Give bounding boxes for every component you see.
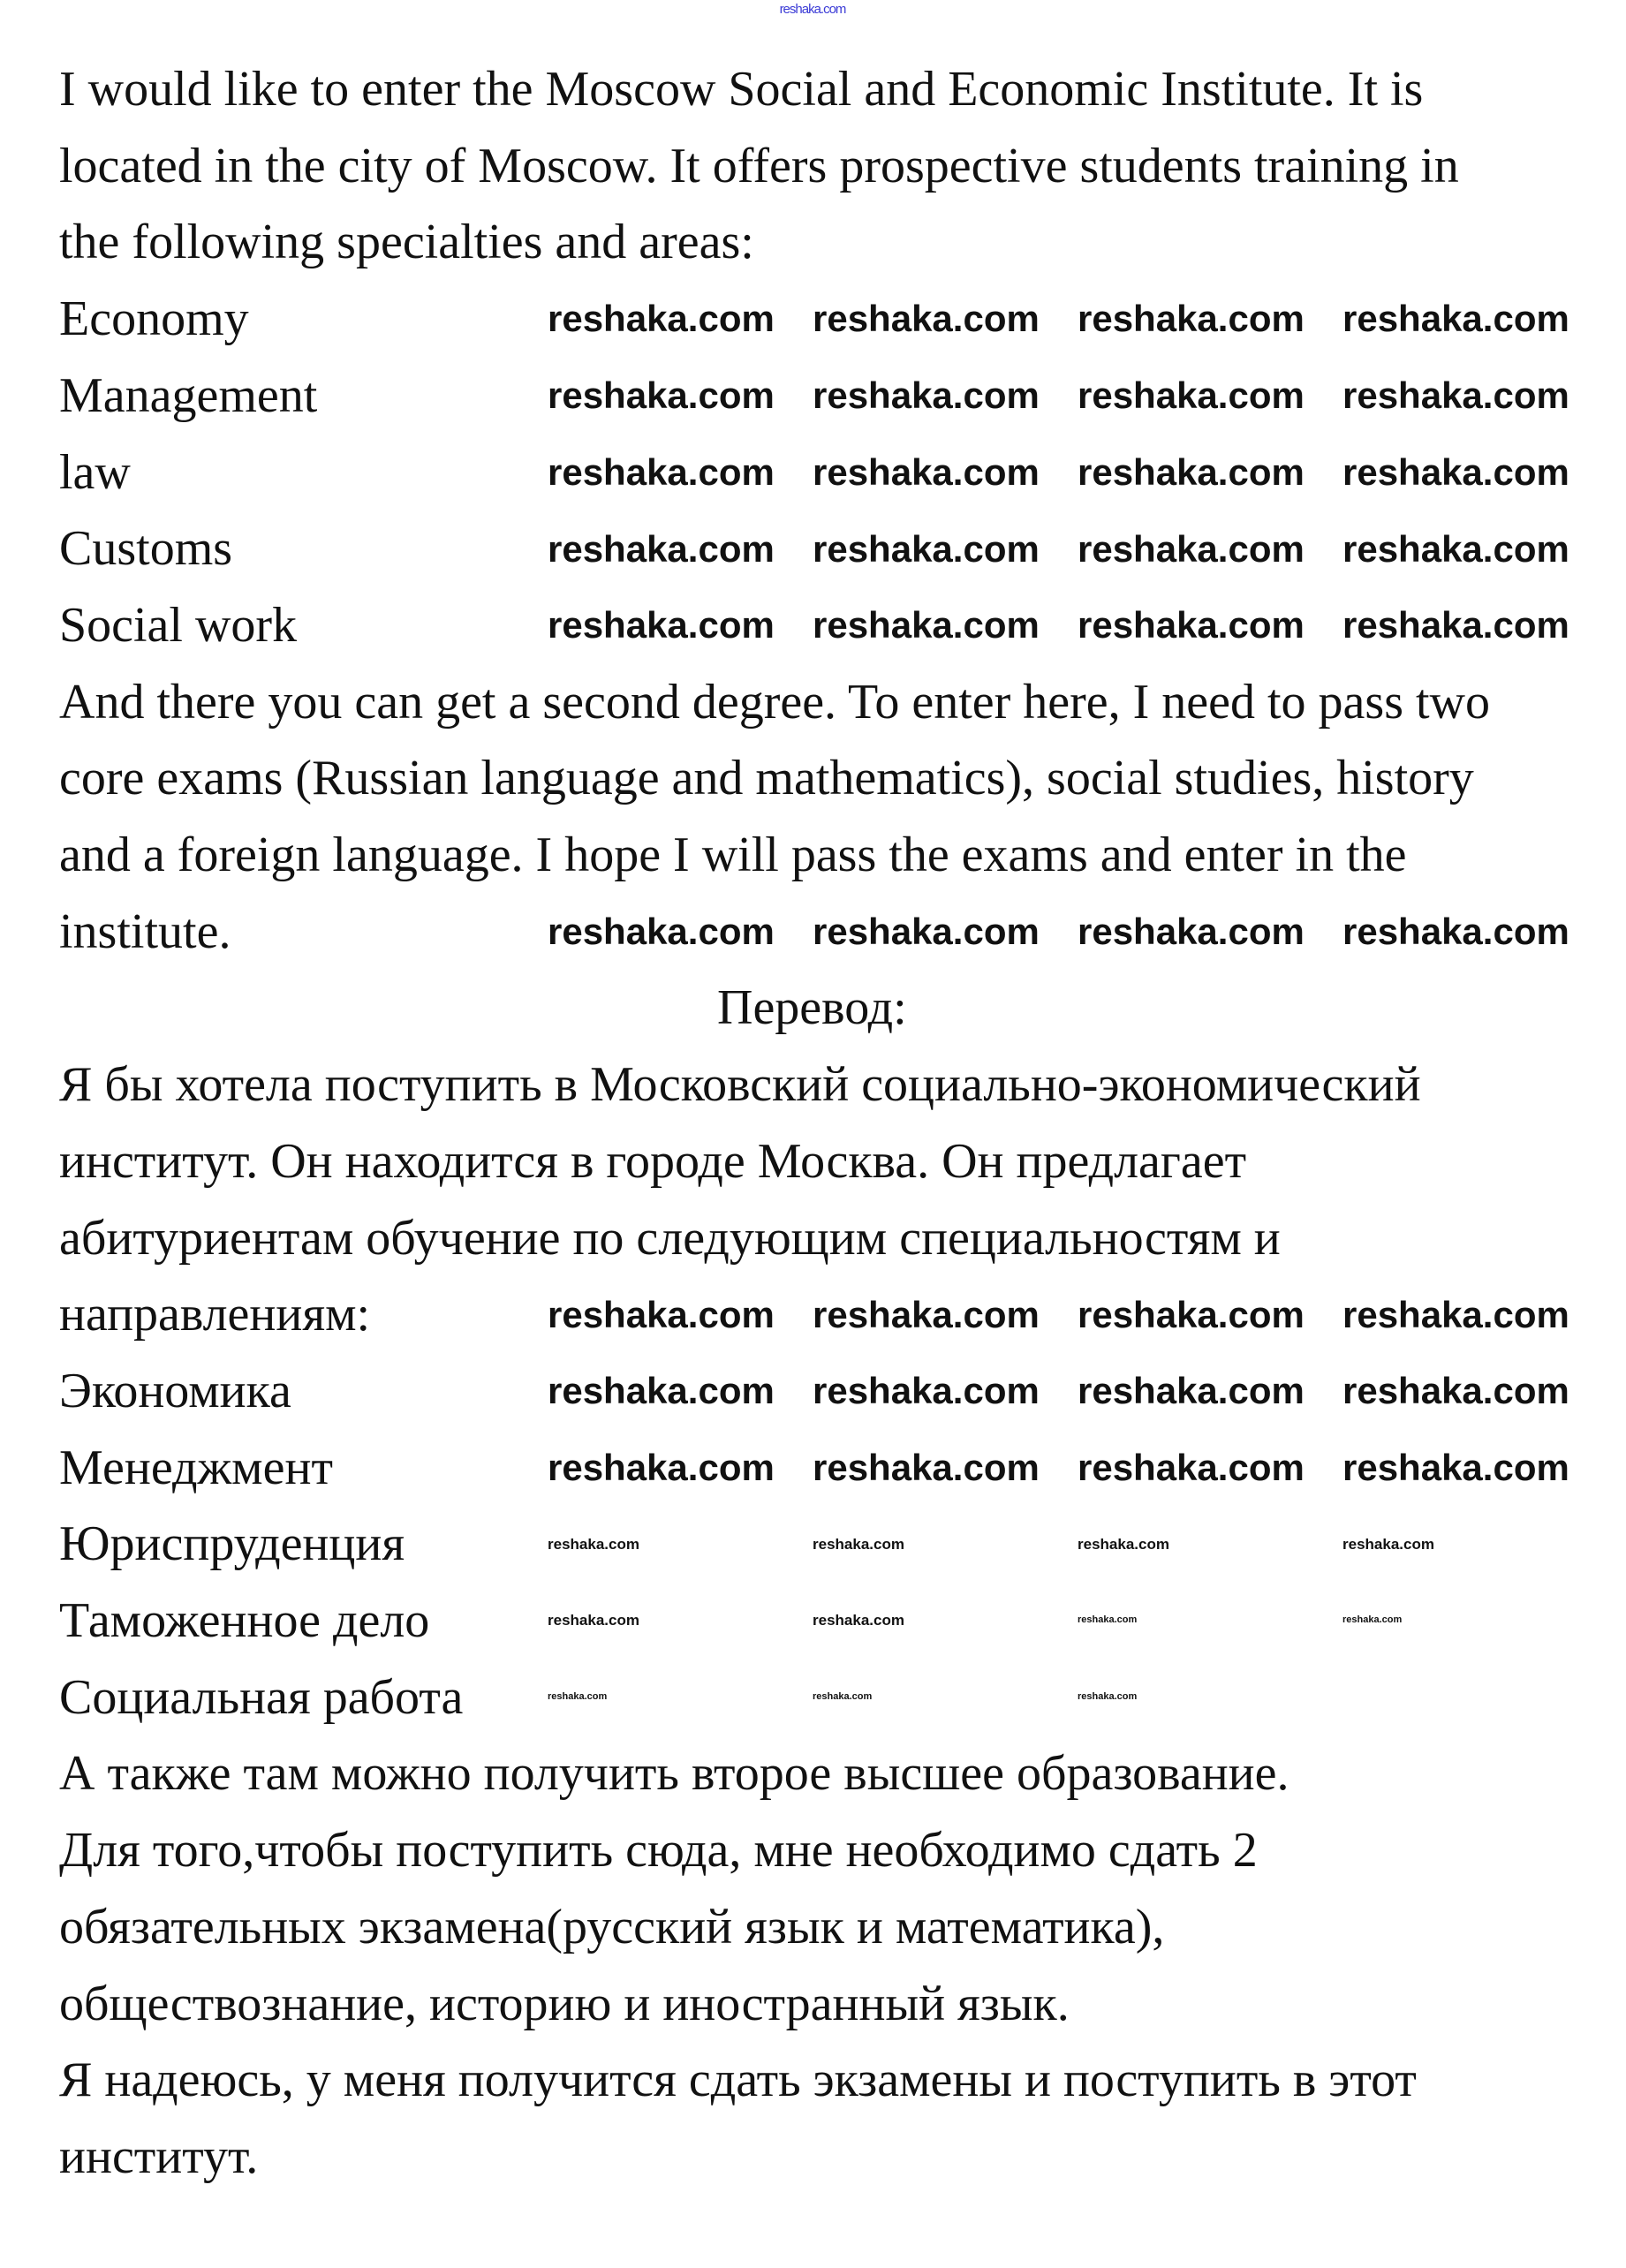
specialty-item: Economy xyxy=(59,291,249,347)
watermark: reshaka.com xyxy=(1078,1535,1169,1553)
english-line: institute. xyxy=(59,903,231,959)
watermark: reshaka.com xyxy=(1342,1293,1569,1335)
watermark: reshaka.com xyxy=(1342,911,1569,953)
watermark: reshaka.com xyxy=(813,450,1040,493)
specialty-item-ru: Менеджмент xyxy=(59,1440,333,1495)
specialty-item-ru: Экономика xyxy=(59,1363,291,1418)
watermark: reshaka.com xyxy=(813,298,1040,340)
watermark: reshaka.com xyxy=(1078,298,1305,340)
watermark: reshaka.com xyxy=(548,527,775,570)
watermark: reshaka.com xyxy=(548,374,775,417)
watermark: reshaka.com xyxy=(548,450,775,493)
english-line: I would like to enter the Moscow Social and Economic Institute. It is xyxy=(59,62,1424,117)
watermark: reshaka.com xyxy=(548,1370,775,1412)
english-line: located in the city of Moscow. It offers prospective students training in xyxy=(59,138,1459,193)
watermark: reshaka.com xyxy=(1078,1370,1305,1412)
specialty-item: law xyxy=(59,444,131,500)
watermark: reshaka.com xyxy=(548,1293,775,1335)
specialty-item-ru: Таможенное дело xyxy=(59,1593,430,1649)
russian-line: обществознание, историю и иностранный язык. xyxy=(59,1976,1070,2031)
russian-line: Я надеюсь, у меня получится сдать экзамены и поступить в этот xyxy=(59,2053,1417,2108)
watermark: reshaka.com xyxy=(548,1612,639,1629)
watermark: reshaka.com xyxy=(813,911,1040,953)
watermark: reshaka.com xyxy=(813,1293,1040,1335)
watermark: reshaka.com xyxy=(1342,1614,1403,1626)
english-line: the following specialties and areas: xyxy=(59,215,754,270)
watermark: reshaka.com xyxy=(1078,374,1305,417)
specialty-item-ru: Юриспруденция xyxy=(59,1516,405,1572)
watermark: reshaka.com xyxy=(548,1691,608,1703)
watermark: reshaka.com xyxy=(1342,1446,1569,1488)
russian-line: Для того,чтобы поступить сюда, мне необходимо сдать 2 xyxy=(59,1823,1258,1879)
russian-line: направлениям: xyxy=(59,1287,371,1342)
watermark: reshaka.com xyxy=(548,604,775,646)
watermark: reshaka.com xyxy=(813,604,1040,646)
watermark: reshaka.com xyxy=(1342,1535,1434,1553)
watermark: reshaka.com xyxy=(1078,1446,1305,1488)
russian-line: институт. Он находится в городе Москва. Он предлагает xyxy=(59,1133,1247,1189)
english-line: And there you can get a second degree. To enter here, I need to pass two xyxy=(59,674,1490,730)
watermark: reshaka.com xyxy=(1078,1293,1305,1335)
watermark: reshaka.com xyxy=(1078,1691,1138,1703)
watermark: reshaka.com xyxy=(813,1691,873,1703)
watermark: reshaka.com xyxy=(813,1612,904,1629)
specialty-item: Management xyxy=(59,367,318,423)
watermark: reshaka.com xyxy=(1342,374,1569,417)
watermark: reshaka.com xyxy=(813,1370,1040,1412)
watermark: reshaka.com xyxy=(1342,1370,1569,1412)
specialty-item: Customs xyxy=(59,521,233,577)
watermark: reshaka.com xyxy=(548,911,775,953)
watermark: reshaka.com xyxy=(813,527,1040,570)
watermark: reshaka.com xyxy=(1078,527,1305,570)
english-line: core exams (Russian language and mathematics), social studies, history xyxy=(59,751,1474,806)
translation-heading: Перевод: xyxy=(717,980,907,1036)
watermark: reshaka.com xyxy=(1078,1614,1138,1626)
russian-line: институт. xyxy=(59,2128,259,2184)
russian-line: Я бы хотела поступить в Московский социально-экономический xyxy=(59,1057,1421,1113)
watermark: reshaka.com xyxy=(548,1535,639,1553)
watermark: reshaka.com xyxy=(1342,450,1569,493)
watermark: reshaka.com xyxy=(1342,527,1569,570)
watermark: reshaka.com xyxy=(548,1446,775,1488)
specialty-item-ru: Социальная работа xyxy=(59,1669,464,1725)
english-line: and a foreign language. I hope I will pass the exams and enter in the xyxy=(59,828,1407,883)
russian-line: абитуриентам обучение по следующим специальностям и xyxy=(59,1210,1281,1266)
watermark: reshaka.com xyxy=(813,374,1040,417)
specialty-item: Social work xyxy=(59,597,298,653)
header-watermark: reshaka.com xyxy=(779,2,846,17)
watermark: reshaka.com xyxy=(1342,298,1569,340)
watermark: reshaka.com xyxy=(548,298,775,340)
watermark: reshaka.com xyxy=(813,1446,1040,1488)
watermark: reshaka.com xyxy=(1078,604,1305,646)
watermark: reshaka.com xyxy=(813,1535,904,1553)
watermark: reshaka.com xyxy=(1342,604,1569,646)
document-body xyxy=(59,51,1578,2196)
russian-line: А также там можно получить второе высшее образование. xyxy=(59,1746,1289,1802)
watermark: reshaka.com xyxy=(1078,911,1305,953)
watermark: reshaka.com xyxy=(1078,450,1305,493)
russian-line: обязательных экзамена(русский язык и математика), xyxy=(59,1899,1165,1954)
